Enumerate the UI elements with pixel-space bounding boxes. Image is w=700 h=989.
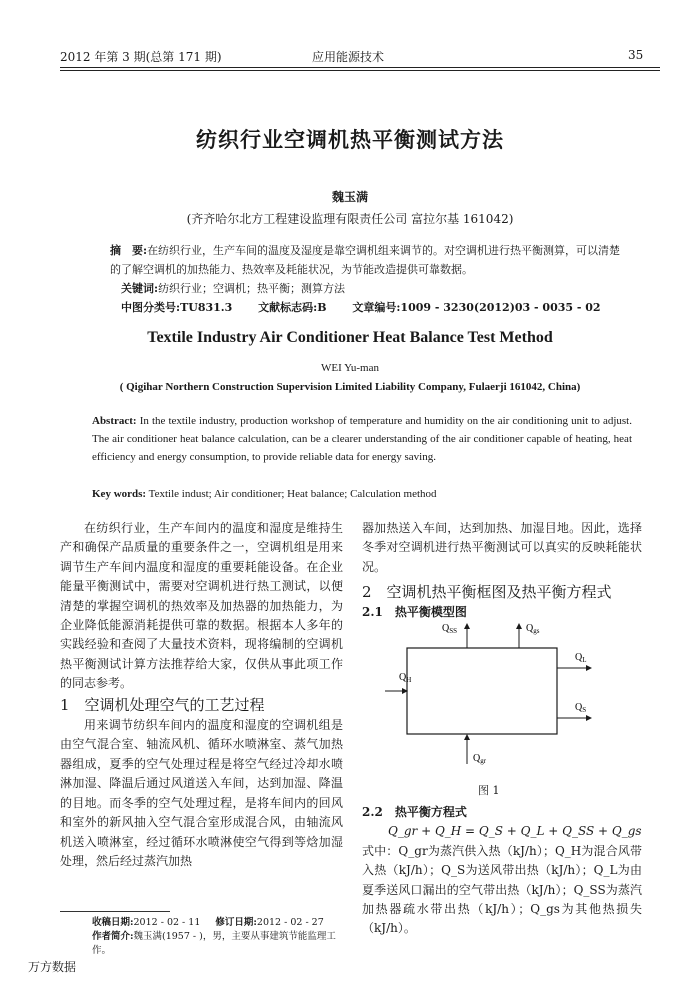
received-date: 2012 - 02 - 11	[133, 917, 201, 928]
journal-name: 应用能源技术	[312, 50, 385, 64]
article-value: 1009 - 3230(2012)03 - 0035 - 02	[400, 301, 601, 314]
revised-date: 2012 - 02 - 27	[256, 917, 324, 928]
label-qss: $Q_{SS}$	[442, 623, 458, 635]
clc-value: TU831.3	[180, 301, 233, 314]
keywords-cn-label: 关键词:	[121, 282, 159, 295]
header-rule	[60, 67, 660, 68]
received-label: 收稿日期:	[92, 917, 134, 928]
label-qgr: $Q_{gr}$	[473, 753, 487, 765]
formula-explanation: 式中：Q_gr为蒸汽供入热（kJ/h）；Q_H为混合风带入热（kJ/h）；Q_S为送风带出热（kJ/h）；Q_L为由夏季送风口漏出的空气带出热（kJ/h）；Q_SS为蒸汽加热器疏水带出热（kJ/h）；Q_gs为其他热损失（kJ/h）。	[362, 843, 642, 936]
received-dates	[92, 916, 352, 930]
doc-value: B	[317, 301, 327, 314]
right-paragraph-1: 器加热送入车间，达到加热、加湿目地。因此，选择冬季对空调机进行热平衡测试可以真实的反映耗能状况。	[362, 521, 642, 574]
heat-balance-diagram	[385, 618, 645, 768]
clc-label: 中图分类号:	[121, 301, 181, 314]
bio-text: 魏玉满(1957 - )，男，主要从事建筑节能监理工作。	[92, 931, 336, 956]
section-1-heading: 1 空调机处理空气的工艺过程	[60, 695, 265, 714]
keywords-en-text: Textile indust; Air conditioner; Heat balance; Calculation method	[148, 488, 437, 500]
watermark-footer: 万方数据	[28, 960, 77, 974]
abstract-cn	[110, 241, 630, 279]
classification-line	[121, 298, 641, 317]
abstract-en	[92, 412, 632, 466]
balance-box	[407, 648, 557, 734]
label-qs: $Q_S$	[575, 702, 587, 714]
abstract-cn-label: 摘 要:	[110, 244, 148, 257]
keywords-en	[92, 485, 632, 503]
revised-label: 修订日期:	[215, 917, 257, 928]
abstract-en-text: In the textile industry, production workshop of temperature and humidity on the air conditioning unit to adjust. The air conditioner heat balance calculation, can be a clearer understanding of the air conditioner capable of heating, heat efficiency and energy consumption, to provide reliable data for energy saving.	[92, 415, 632, 463]
left-column	[60, 519, 343, 871]
subsection-2-1: 2.1 热平衡模型图	[362, 604, 467, 619]
page-number: 35	[628, 48, 644, 62]
label-qh: $Q_H$	[399, 672, 412, 684]
heat-balance-formula: Q_gr + Q_H = Q_S + Q_L + Q_SS + Q_gs	[388, 824, 642, 839]
abstract-cn-text: 在纺织行业，生产车间的温度及湿度是靠空调机组来调节的。对空调机进行热平衡测算，可以清楚的了解空调机的加热能力、热效率及耗能状况，为节能改造提供可靠数据。	[110, 244, 621, 276]
author-bio	[92, 930, 352, 958]
author-en: WEI Yu-man	[321, 362, 379, 374]
keywords-cn	[121, 279, 641, 298]
right-column	[362, 519, 642, 622]
intro-paragraph: 在纺织行业，生产车间内的温度和湿度是维持生产和确保产品质量的重要条件之一，空调机组是用来调节生产车间内温度和湿度的重要耗能设备。在企业能量平衡测试中，需要对空调机进行热工测试，以便清楚的掌握空调机的热效率及加热器的加热能力，为企业降低能源消耗提供可靠的数据。根据本人多年的实践经验和查阅了大量技术资料，现将编制的空调机热平衡测试计算方法推荐给大家，仅供从事此项工作的同志参考。	[60, 521, 343, 691]
figure-caption: 图 1	[478, 784, 500, 797]
section-2-heading: 2 空调机热平衡框图及热平衡方程式	[362, 583, 612, 602]
subsection-2-2: 2.2 热平衡方程式	[362, 805, 467, 819]
label-ql: $Q_L$	[575, 652, 587, 664]
abstract-en-label: Abstract:	[92, 415, 137, 427]
issue-info: 2012 年第 3 期(总第 171 期)	[60, 50, 222, 64]
affiliation-en: ( Qigihar Northern Construction Supervision Limited Liability Company, Fulaerji 161042, China)	[119, 381, 581, 393]
keywords-cn-text: 纺织行业；空调机；热平衡；测算方法	[158, 282, 346, 295]
right-column-lower	[362, 803, 642, 939]
affiliation-cn: (齐齐哈尔北方工程建设监理有限责任公司 富拉尔基 161042)	[186, 212, 514, 226]
footnote-rule	[60, 911, 170, 912]
keywords-en-label: Key words:	[92, 488, 147, 500]
label-qgs: $Q_{gs}$	[526, 623, 540, 635]
article-label: 文章编号:	[352, 301, 401, 314]
section-1-paragraph: 用来调节纺织车间内的温度和湿度的空调机组是由空气混合室、轴流风机、循环水喷淋室、蒸气加热器组成，夏季的空气处理过程是将空气经过冷却水喷淋加湿、降温后通过风道送入车间，达到加湿、降温的目地。而冬季的空气处理过程，是将车间内的回风和室外的新风抽入空气混合室形成混合风，由轴流风机送入喷淋室，经过循环水喷淋使空气得到等焓加湿处理，然后经过蒸汽加热	[60, 718, 343, 868]
article-title-en: Textile Industry Air Conditioner Heat Balance Test Method	[147, 329, 553, 346]
doc-label: 文献标志码:	[258, 301, 318, 314]
article-title-cn: 纺织行业空调机热平衡测试方法	[196, 127, 504, 152]
author-cn: 魏玉满	[331, 190, 368, 204]
header-rule-2	[60, 70, 660, 71]
bio-label: 作者简介:	[92, 931, 134, 942]
